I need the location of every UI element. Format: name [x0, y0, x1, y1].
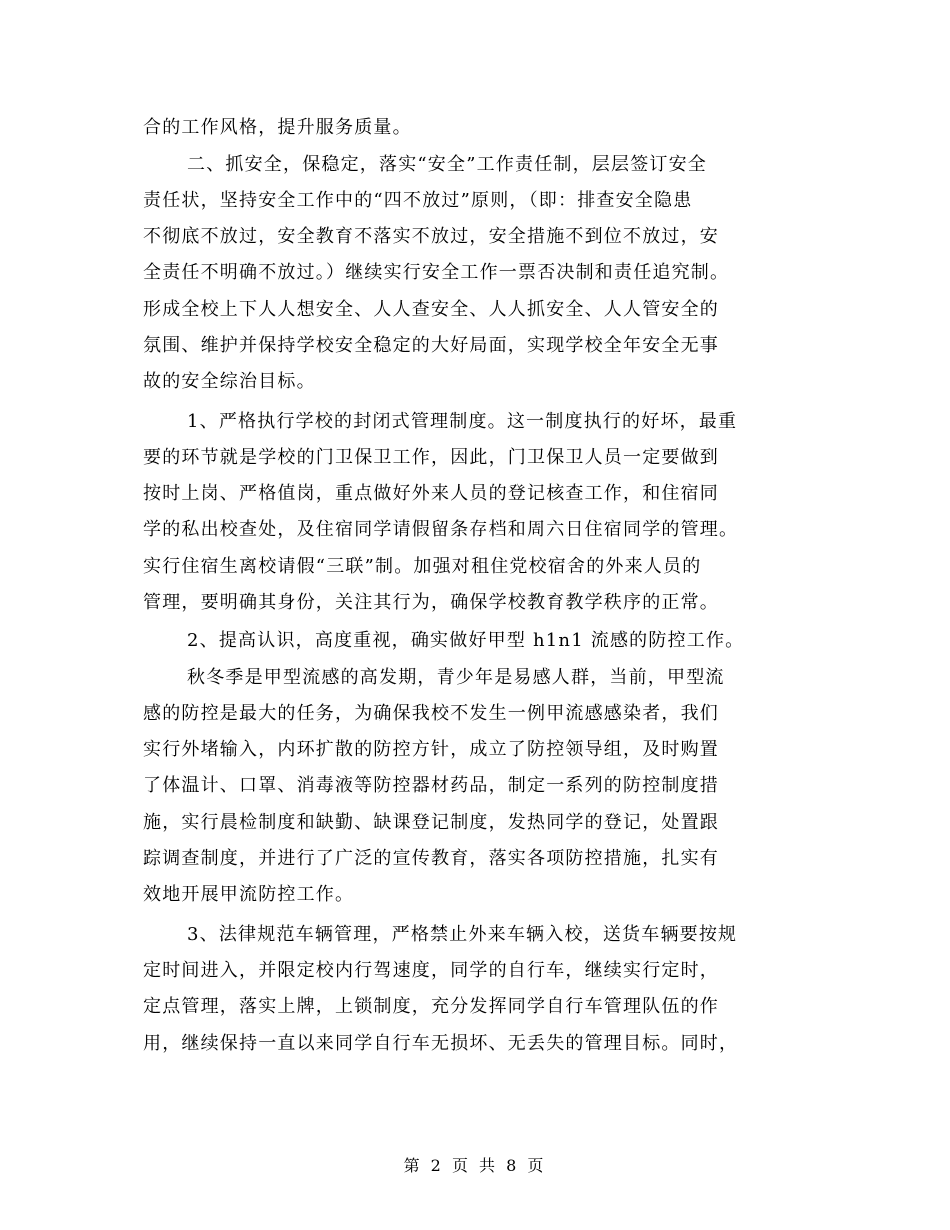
text-line: 了体温计、口罩、消毒液等防控器材药品，制定一系列的防控制度措	[143, 775, 719, 796]
text-line: 定点管理，落实上牌，上锁制度，充分发挥同学自行车管理队伍的作	[143, 996, 719, 1017]
text-line: 秋冬季是甲型流感的高发期，青少年是易感人群，当前，甲型流	[187, 667, 725, 688]
text-line: 用，继续保持一直以来同学自行车无损坏、无丢失的管理目标。同时，	[143, 1033, 739, 1054]
text-line: 氛围、维护并保持学校安全稳定的大好局面，实现学校全年安全无事	[143, 335, 719, 356]
text-line: 踪调查制度，并进行了广泛的宣传教育，落实各项防控措施，扎实有	[143, 848, 719, 869]
text-line: 全责任不明确不放过。）继续实行安全工作一票否决制和责任追究制。	[143, 262, 730, 283]
text-line: 感的防控是最大的任务，为确保我校不发生一例甲流感感染者，我们	[143, 703, 719, 724]
text-line: 要的环节就是学校的门卫保卫工作，因此，门卫保卫人员一定要做到	[143, 447, 719, 468]
text-line: 效地开展甲流防控工作。	[143, 884, 355, 905]
text-line: 学的私出校查处，及住宿同学请假留条存档和周六日住宿同学的管理。	[143, 519, 739, 540]
text-line: 不彻底不放过，安全教育不落实不放过，安全措施不到位不放过，安	[143, 226, 719, 247]
text-line: 故的安全综治目标。	[143, 371, 316, 392]
text-line: 实行住宿生离校请假“三联”制。加强对租住党校宿舍的外来人员的	[143, 556, 702, 577]
text-line: 实行外堵输入，内环扩散的防控方针，成立了防控领导组，及时购置	[143, 739, 719, 760]
text-line: 责任状，坚持安全工作中的“四不放过”原则，（即：排查安全隐患	[143, 190, 693, 211]
text-line: 施，实行晨检制度和缺勤、缺课登记制度，发热同学的登记，处置跟	[143, 812, 719, 833]
text-line: 管理，要明确其身份，关注其行为，确保学校教育教学秩序的正常。	[143, 592, 719, 613]
page-footer: 第 2 页 共 8 页	[403, 1156, 547, 1175]
text-line: 2、提高认识，高度重视，确实做好甲型 h1n1 流感的防控工作。	[187, 630, 745, 651]
text-line: 二、抓安全，保稳定，落实“安全”工作责任制，层层签订安全	[187, 154, 708, 175]
text-line: 定时间进入，并限定校内行驾速度，同学的自行车，继续实行定时，	[143, 960, 719, 981]
text-line: 1、严格执行学校的封闭式管理制度。这一制度执行的好坏，最重	[187, 411, 738, 432]
text-line: 按时上岗、严格值岗，重点做好外来人员的登记核查工作，和住宿同	[143, 483, 719, 504]
text-line: 合的工作风格，提升服务质量。	[143, 117, 412, 138]
text-line: 3、法律规范车辆管理，严格禁止外来车辆入校，送货车辆要按规	[187, 924, 738, 945]
text-line: 形成全校上下人人想安全、人人查安全、人人抓安全、人人管安全的	[143, 299, 719, 320]
